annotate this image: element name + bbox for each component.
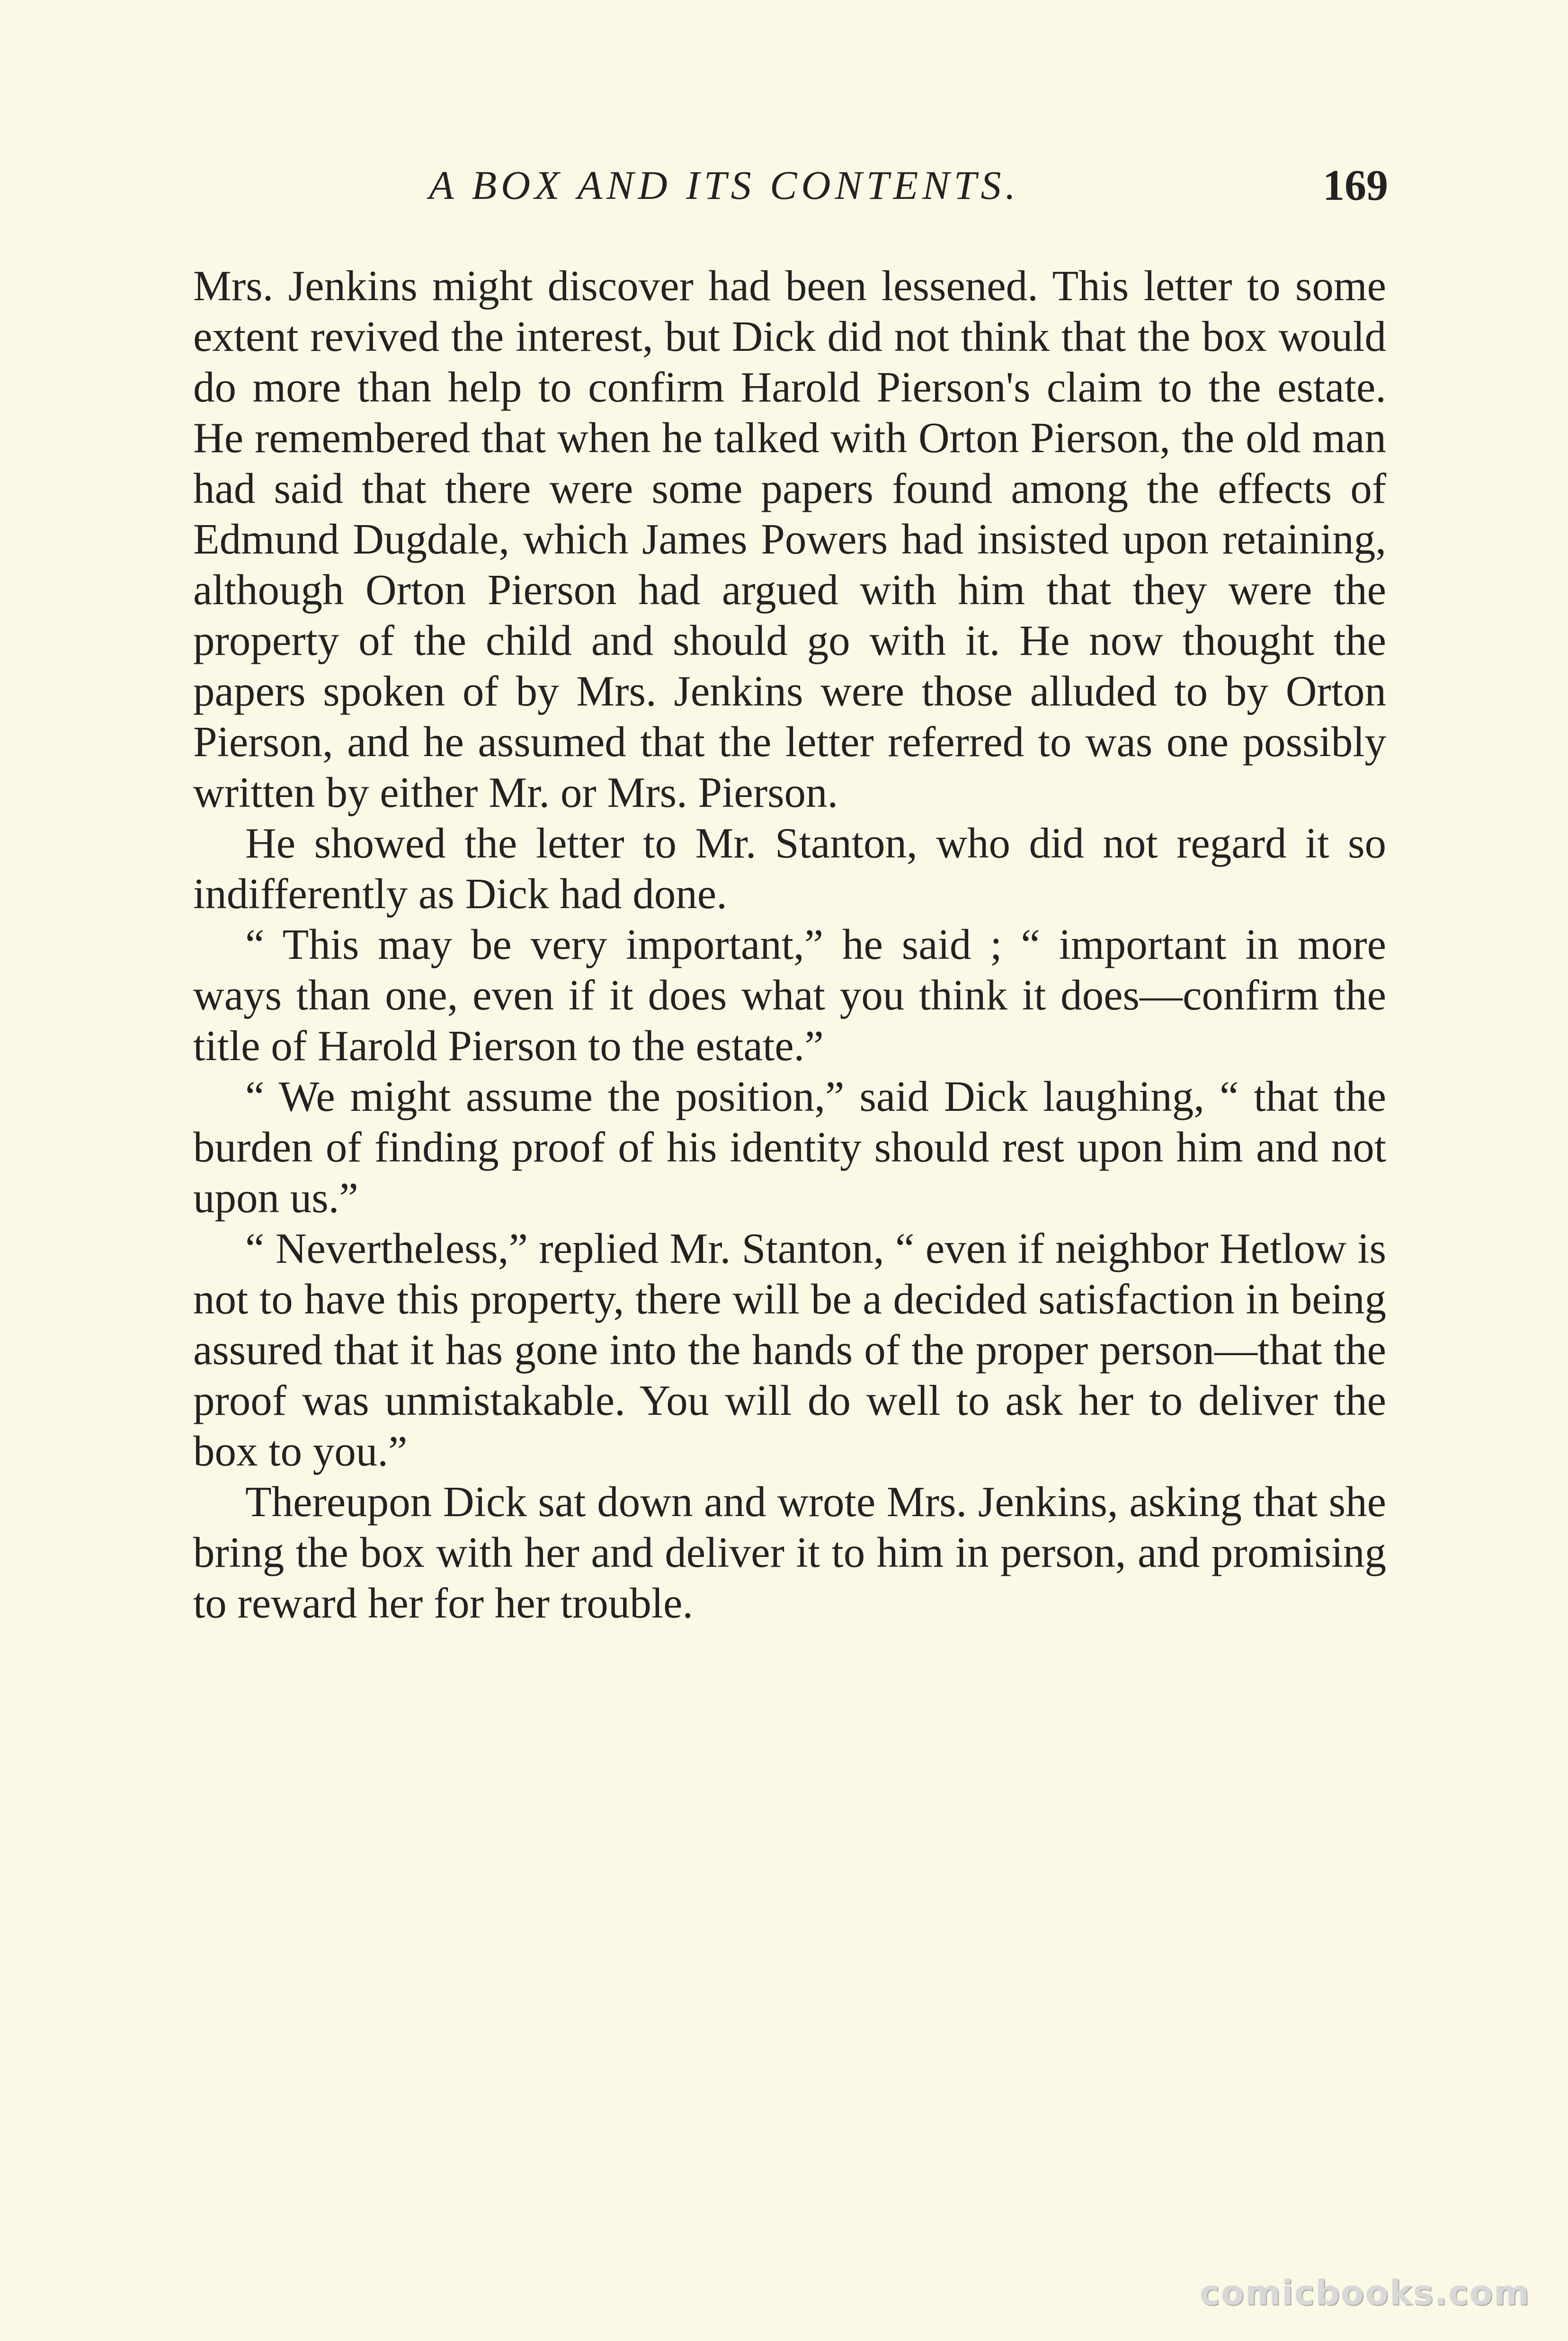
running-head	[0, 159, 1568, 211]
paragraph: Thereupon Dick sat down and wrote Mrs. Jenkins, asking that she bring the box with her and deliver it to him in person, and promising to reward her for her trouble.	[193, 1478, 1386, 1627]
paragraph: “ This may be very important,” he said ; “ important in more ways than one, even if it does what you think it does—confirm the title of Harold Pierson to the estate.”	[193, 920, 1386, 1070]
paragraph: He showed the letter to Mr. Stanton, who did not regard it so indifferently as Dick had done.	[193, 819, 1386, 918]
page-number: 169	[1323, 161, 1388, 209]
paragraph: “ Nevertheless,” replied Mr. Stanton, “ even if neighbor Hetlow is not to have this property, there will be a decided satisfaction in being assured that it has gone into the hands of the proper person—that the proof was unmistakable. You will do well to ask her to deliver the box to you.”	[193, 1224, 1386, 1475]
paragraph: “ We might assume the position,” said Dick laughing, “ that the burden of finding proof of his identity should rest upon him and not upon us.”	[193, 1072, 1386, 1222]
body-text	[193, 260, 1386, 1628]
running-title: A BOX AND ITS CONTENTS.	[429, 162, 1020, 208]
watermark-logo: comicbooks.com	[1199, 2273, 1530, 2313]
paragraph-continued: Mrs. Jenkins might discover had been lessened. This letter to some extent revived the interest, but Dick did not think that the box would do more than help to confirm Harold Pierson's claim to the estate. He remembered that when he talked with Orton Pierson, the old man had said that there were some papers found among the effects of Edmund Dugdale, which James Powers had insisted upon retaining, although Orton Pierson had argued with him that they were the property of the child and should go with it. He now thought the papers spoken of by Mrs. Jenkins were those alluded to by Orton Pierson, and he assumed that the letter referred to was one possibly written by either Mr. or Mrs. Pierson.	[193, 262, 1386, 816]
